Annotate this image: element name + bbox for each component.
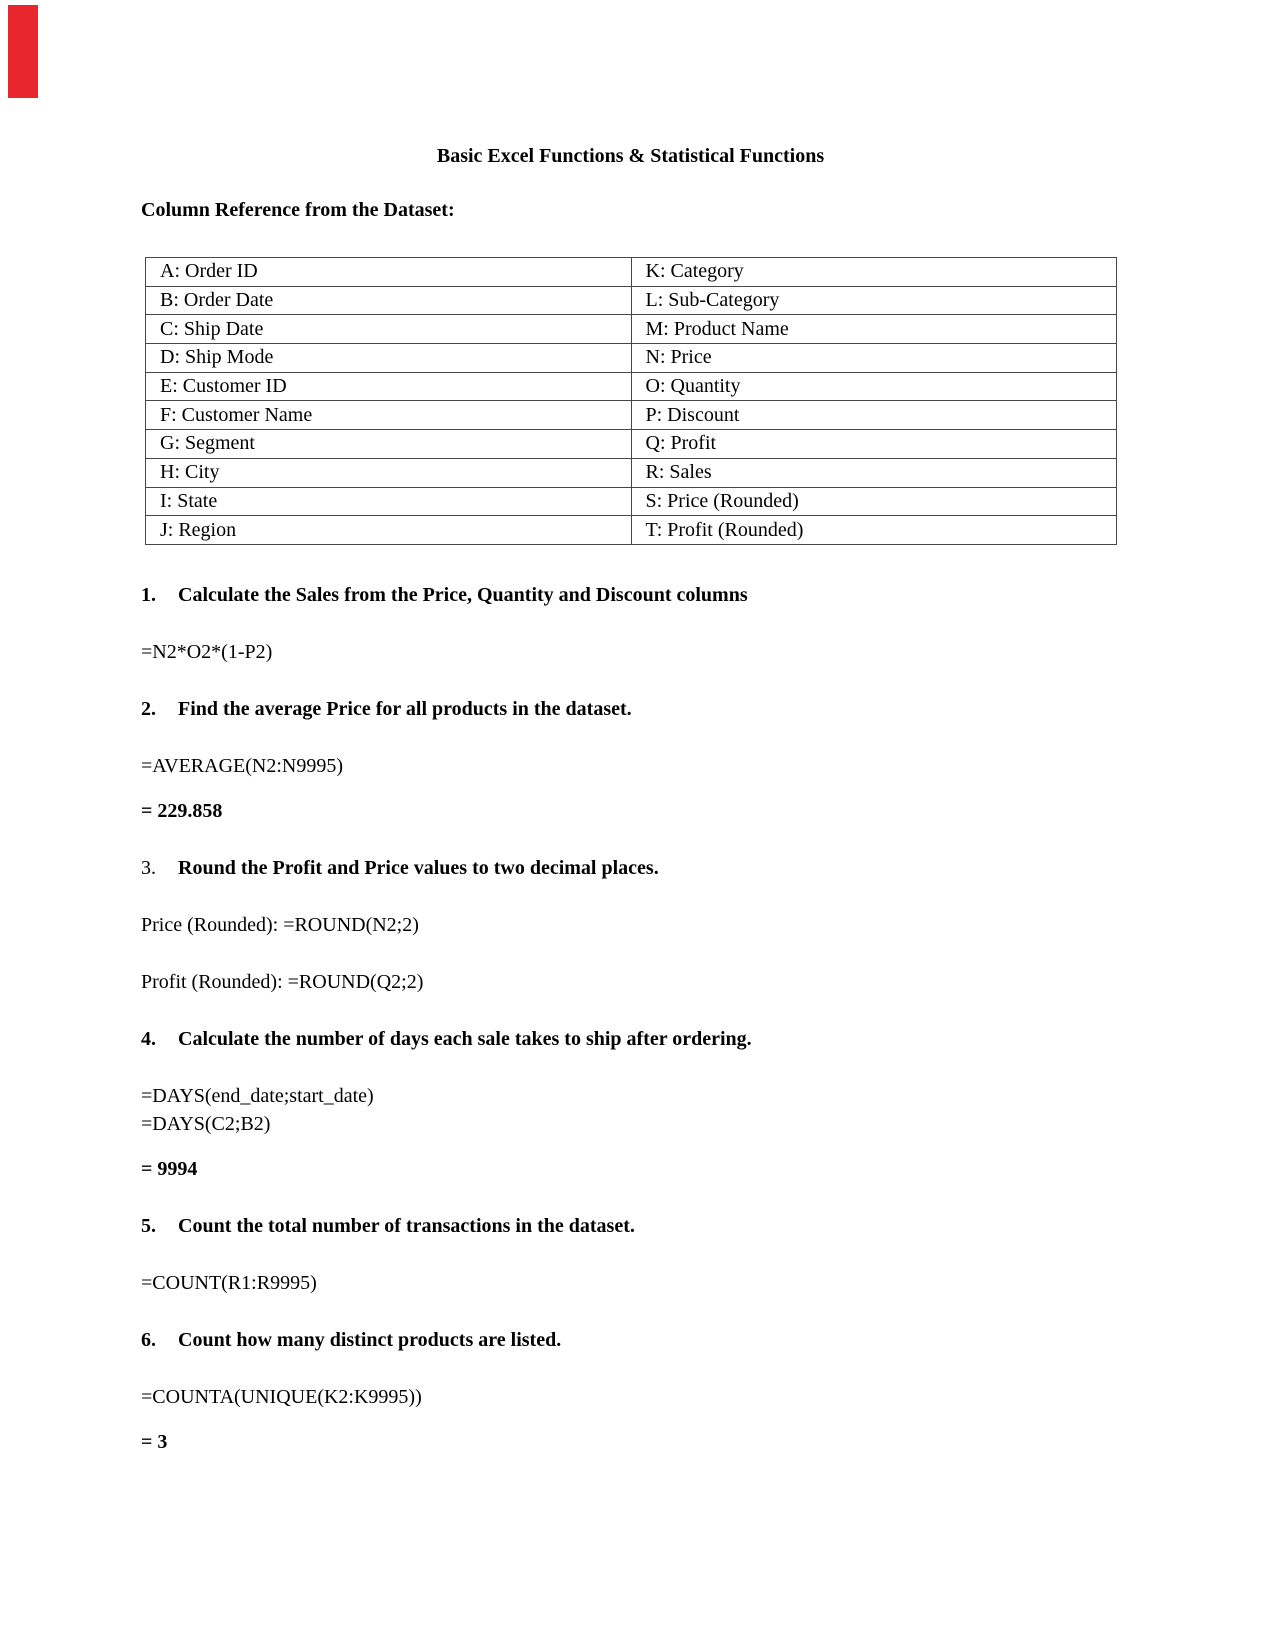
table-cell: O: Quantity: [631, 372, 1117, 401]
table-cell: H: City: [146, 458, 632, 487]
question-1-heading: [141, 581, 1120, 609]
question-2-answer: = 229.858: [141, 799, 223, 822]
column-reference-table: [145, 257, 1117, 545]
table-cell: M: Product Name: [631, 315, 1117, 344]
table-cell: S: Price (Rounded): [631, 487, 1117, 516]
table-row: [146, 458, 1117, 487]
table-cell: D: Ship Mode: [146, 344, 632, 373]
table-row: [146, 315, 1117, 344]
table-row: [146, 372, 1117, 401]
table-cell: A: Order ID: [146, 258, 632, 287]
question-4-formula-applied: =DAYS(C2;B2): [141, 1112, 271, 1135]
table-cell: F: Customer Name: [146, 401, 632, 430]
table-cell: C: Ship Date: [146, 315, 632, 344]
table-row: [146, 286, 1117, 315]
document-title: Basic Excel Functions & Statistical Functions: [436, 145, 825, 167]
table-cell: N: Price: [631, 344, 1117, 373]
table-cell: Q: Profit: [631, 430, 1117, 459]
question-5-title: Count the total number of transactions in the dataset.: [178, 1214, 635, 1237]
red-marker: [8, 5, 38, 98]
table-row: [146, 344, 1117, 373]
question-6-number: 6.: [141, 1328, 156, 1351]
table-row: [146, 516, 1117, 545]
question-4-answer: = 9994: [141, 1157, 198, 1180]
table-cell: P: Discount: [631, 401, 1117, 430]
table-cell: K: Category: [631, 258, 1117, 287]
table-cell: L: Sub-Category: [631, 286, 1117, 315]
question-4-formula-generic: =DAYS(end_date;start_date): [141, 1084, 374, 1107]
question-3-number: 3.: [141, 856, 156, 879]
table-cell: T: Profit (Rounded): [631, 516, 1117, 545]
question-5-formula: =COUNT(R1:R9995): [141, 1271, 317, 1294]
question-3-price-formula: Price (Rounded): =ROUND(N2;2): [141, 913, 419, 936]
question-2-heading: [141, 695, 1120, 723]
question-2-number: 2.: [141, 697, 156, 720]
table-cell: J: Region: [146, 516, 632, 545]
question-4-heading: [141, 1025, 1120, 1053]
question-6-heading: [141, 1326, 1120, 1354]
question-2-title: Find the average Price for all products in the dataset.: [178, 697, 632, 720]
question-3-title: Round the Profit and Price values to two decimal places.: [178, 856, 659, 879]
question-5-heading: [141, 1212, 1120, 1240]
question-2-formula: =AVERAGE(N2:N9995): [141, 754, 344, 777]
question-3-heading: [141, 854, 1120, 882]
question-4-number: 4.: [141, 1027, 156, 1050]
column-reference-label: Column Reference from the Dataset:: [141, 199, 455, 221]
table-cell: R: Sales: [631, 458, 1117, 487]
question-4-title: Calculate the number of days each sale takes to ship after ordering.: [178, 1027, 752, 1050]
question-4-formulas: [141, 1082, 1120, 1138]
question-6-answer: = 3: [141, 1430, 168, 1453]
question-1-number: 1.: [141, 583, 156, 606]
question-1-title: Calculate the Sales from the Price, Quantity and Discount columns: [178, 583, 748, 606]
table-row: [146, 401, 1117, 430]
question-5-number: 5.: [141, 1214, 156, 1237]
table-cell: G: Segment: [146, 430, 632, 459]
table-row: [146, 258, 1117, 287]
question-3-profit-formula: Profit (Rounded): =ROUND(Q2;2): [141, 970, 424, 993]
table-cell: E: Customer ID: [146, 372, 632, 401]
table-cell: I: State: [146, 487, 632, 516]
table-cell: B: Order Date: [146, 286, 632, 315]
question-6-title: Count how many distinct products are listed.: [178, 1328, 562, 1351]
table-row: [146, 487, 1117, 516]
question-1-formula: =N2*O2*(1-P2): [141, 640, 273, 663]
table-row: [146, 430, 1117, 459]
question-6-formula: =COUNTA(UNIQUE(K2:K9995)): [141, 1385, 422, 1408]
